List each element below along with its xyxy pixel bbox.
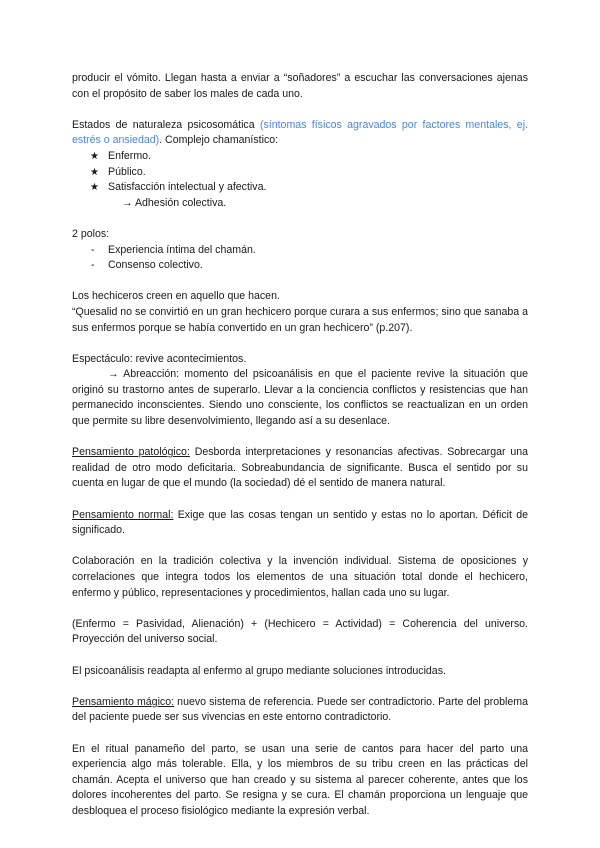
document-page — [72, 71, 528, 820]
dash-list — [72, 243, 528, 274]
paragraph-espectaculo: Espectáculo: revive acontecimientos. — [72, 352, 247, 365]
psicosomatica-highlight: (síntomas físicos agravados por factores mentales, ej. estrés o ansiedad) — [72, 118, 528, 147]
list-item: - Consenso colectivo. — [72, 258, 528, 274]
paragraph-colaboracion: Colaboración en la tradición colectiva y la invención individual. Sistema de oposiciones y correlaciones que integra todos los elementos de una situación total donde el hechicero, enfermo y público, representaciones y procedimientos, hallan cada uno su lugar. — [72, 555, 528, 599]
polos-title: 2 polos: — [72, 227, 110, 240]
paragraph-ritual: En el ritual panameño del parto, se usan una serie de cantos para hacer del parto una experiencia algo más tolerable. Ella, y los miembros de su tribu creen en las prácticas del chamán. Acepta el universo que han creado y su sistema al parecer coherente, antes que los dolores incoherentes del parto. Se resigna y se cura. El chamán proporciona un lenguaje que desbloquea el proceso fisiológico mediante la expresión verbal. — [72, 742, 528, 817]
normal-text: Exige que las cosas tengan un sentido y estas no lo aportan. Déficit de significado. — [72, 508, 528, 537]
paragraph-normal — [72, 508, 528, 539]
paragraph-quesalid: “Quesalid no se convirtió en un gran hechicero porque curara a sus enfermos; sino que sanaba a sus enfermos porque se había convertido en un gran hechicero” (p.207). — [72, 305, 528, 334]
dash-icon: - — [91, 259, 95, 272]
paragraph-ecuacion: (Enfermo = Pasividad, Alienación) + (Hechicero = Actividad) = Coherencia del universo. Proyección del universo social. — [72, 617, 528, 646]
arrow-item: → Adhesión colectiva. — [122, 196, 227, 209]
dash-icon: - — [91, 243, 95, 256]
list-item: - Experiencia íntima del chamán. — [72, 243, 528, 259]
list-item: ★ Enfermo. — [72, 149, 528, 165]
magico-text: nuevo sistema de referencia. Puede ser contradictorio. Parte del problema del paciente puede ser sus vivencias en este entorno contradictorio. — [72, 695, 529, 724]
star-list — [72, 149, 528, 196]
paragraph-patologico — [72, 445, 528, 492]
magico-label: Pensamiento mágico: — [72, 695, 175, 708]
paragraph-psicoanalisis: El psicoanálisis readapta al enfermo al grupo mediante soluciones introducidas. — [72, 664, 446, 677]
normal-label: Pensamiento normal: — [72, 508, 174, 521]
star-icon: ★ — [90, 166, 99, 178]
paragraph-psicosomatica — [72, 118, 528, 149]
paragraph-magico — [72, 695, 528, 726]
psicosomatica-tail: . Complejo chamanístico: — [159, 134, 279, 147]
list-item: ★ Satisfacción intelectual y afectiva. — [72, 180, 528, 196]
paragraph-abreaccion: → Abreacción: momento del psicoanálisis en que el paciente revive la situación que originó su trastorno antes de superarlo. Llevar a la conciencia conflictos y resistencias que han permanecido inconscientes. Siendo uno consciente, los conflictos se reactualizan en un orden que permite su libre desenvolvimiento, llegando así a su desenlace. — [72, 368, 528, 428]
star-icon: ★ — [90, 150, 99, 162]
list-item: ★ Público. — [72, 165, 528, 181]
paragraph-vomito: producir el vómito. Llegan hasta a enviar a “soñadores” a escuchar las conversaciones ajenas con el propósito de saber los males de cada uno. — [72, 72, 528, 100]
star-icon: ★ — [90, 182, 99, 194]
psicosomatica-intro: Estados de naturaleza psicosomática — [72, 118, 260, 131]
paragraph-hechiceros: Los hechiceros creen en aquello que hacen. — [72, 290, 280, 303]
patologico-label: Pensamiento patológico: — [72, 446, 190, 459]
patologico-text: Desborda interpretaciones y resonancias afectivas. Sobrecargar una realidad de otro modo deficitaria. Sobreabundancia de significante. Busca el sentido por su cuenta en lugar de que el mundo (la sociedad) dé el sentido de manera natural. — [72, 446, 528, 490]
